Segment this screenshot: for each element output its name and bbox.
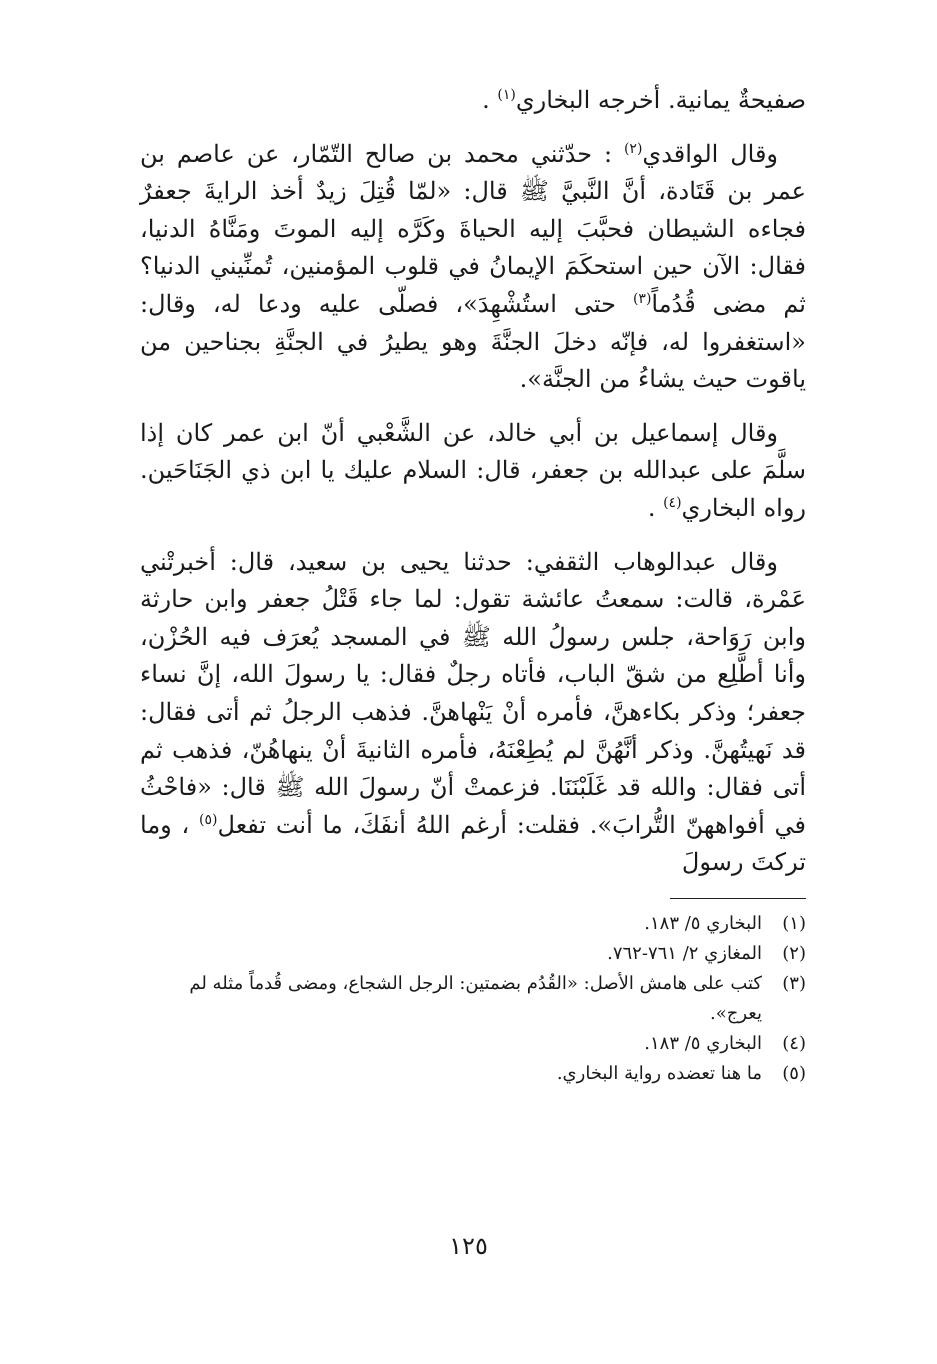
paragraph-3 [140,415,806,528]
footnote-3 [140,969,806,1029]
footnote-1 [140,909,806,939]
paragraph-3-text: وقال إسماعيل بن أبي خالد، عن الشَّعْبي أنّ ابن عمر كان إذا سلَّمَ على عبدالله بن جعفر، قال: السلام عليك يا ابن ذي الجَنَاحَين. رواه البخاري [140,418,806,522]
footnote-ref-3: (٣) [632,290,652,307]
footnote-ref-5: (٥) [199,811,218,828]
paragraph-1-text: صفيحةٌ يمانية. أخرجه البخاري [515,86,806,114]
footnote-separator [670,898,806,899]
footnotes [140,909,806,1089]
paragraph-2-end: حتى استُشْهِدَ»، فصلّى عليه ودعا له، وقال: «استغفروا له، فإنّه دخلَ الجنَّةَ وهو يطيرُ في الجنَّةِ بجناحين من ياقوت حيث يشاءُ من الجنَّة». [140,289,806,394]
paragraph-4-text: وقال عبدالوهاب الثقفي: حدثنا يحيى بن سعيد، قال: أخبرتْني عَمْرة، قالت: سمعتُ عائشة تقول: لما جاء قَتْلُ جعفر وابن حارثة وابن رَوَاحة، جلس رسولُ الله ﷺ في المسجد يُعرَف فيه الحُزْن، وأنا أطَّلِع من شقّ الباب، فأتاه رجلٌ فقال: يا رسولَ الله، إنَّ نساء جعفر؛ وذكر بكاءهنَّ، فأمره أنْ يَنْهاهنَّ. فذهب الرجلُ ثم أتى فقال: قد نَهيتُهنَّ. وذكر أنَّهُنَّ لم يُطِعْنَهُ، فأمره الثانيةَ أنْ ينهاهُنّ، فذهب ثم أتى فقال: والله قد غَلَبْنَنَا. فزعمتْ أنّ رسولَ الله ﷺ قال: «فاحْثُ في أفواههنّ التُّرابَ». فقلت: أرغم اللهُ أنفَكَ، ما أنت تفعل [140,547,807,839]
footnote-number: (١) [782,912,806,934]
footnote-5 [140,1059,806,1089]
footnote-text: البخاري ٥/ ١٨٣. [644,912,762,934]
paragraph-4 [140,544,806,882]
footnote-ref-2: (٢) [623,140,643,157]
footnote-number: (٤) [782,1032,806,1054]
footnote-text: المغازي ٢/ ٧٦١-٧٦٢. [607,942,762,964]
paragraph-4-after: ، وما تركتَ رسولَ [140,810,806,877]
footnote-number: (٢) [782,942,806,964]
footnote-2 [140,939,806,969]
page-body [140,82,806,1089]
paragraph-1 [140,82,806,120]
footnote-4 [140,1029,806,1059]
paragraph-2 [140,136,806,399]
footnote-number: (٣) [782,972,806,994]
footnote-number: (٥) [782,1062,806,1084]
paragraph-2-text: وقال الواقدي [642,139,779,168]
paragraph-3-after: . [647,493,664,522]
footnote-ref-1: (١) [497,87,516,103]
footnote-text: ما هنا تعضده رواية البخاري. [556,1062,762,1084]
paragraph-2-middle: : حدّثني محمد بن صالح التّمّار، عن عاصم بن عمر بن قَتَادة، أنَّ النَّبيَّ ﷺ قال: «لمّا قُتِلَ زيدٌ أخذ الرايةَ جعفرٌ فجاءه الشيطان فحبَّبَ إليه الحياةَ وكَرَّه إليه الموتَ ومَنَّاهُ الدنيا، فقال: الآن حين استحكَمَ الإيمانُ في قلوب المؤمنين، تُمنِّيني الدنيا؟ ثم مضى قُدُماً [140,139,806,318]
footnote-ref-4: (٤) [663,494,682,511]
page-number: ١٢٥ [449,1232,488,1260]
paragraph-1-after: . [482,86,498,114]
footnote-text: كتب على هامش الأصل: «القُدُم بضمتين: الرجل الشجاع، ومضى قُدماً مثله لم يعرج». [189,972,762,1024]
footnote-text: البخاري ٥/ ١٨٣. [644,1032,762,1054]
